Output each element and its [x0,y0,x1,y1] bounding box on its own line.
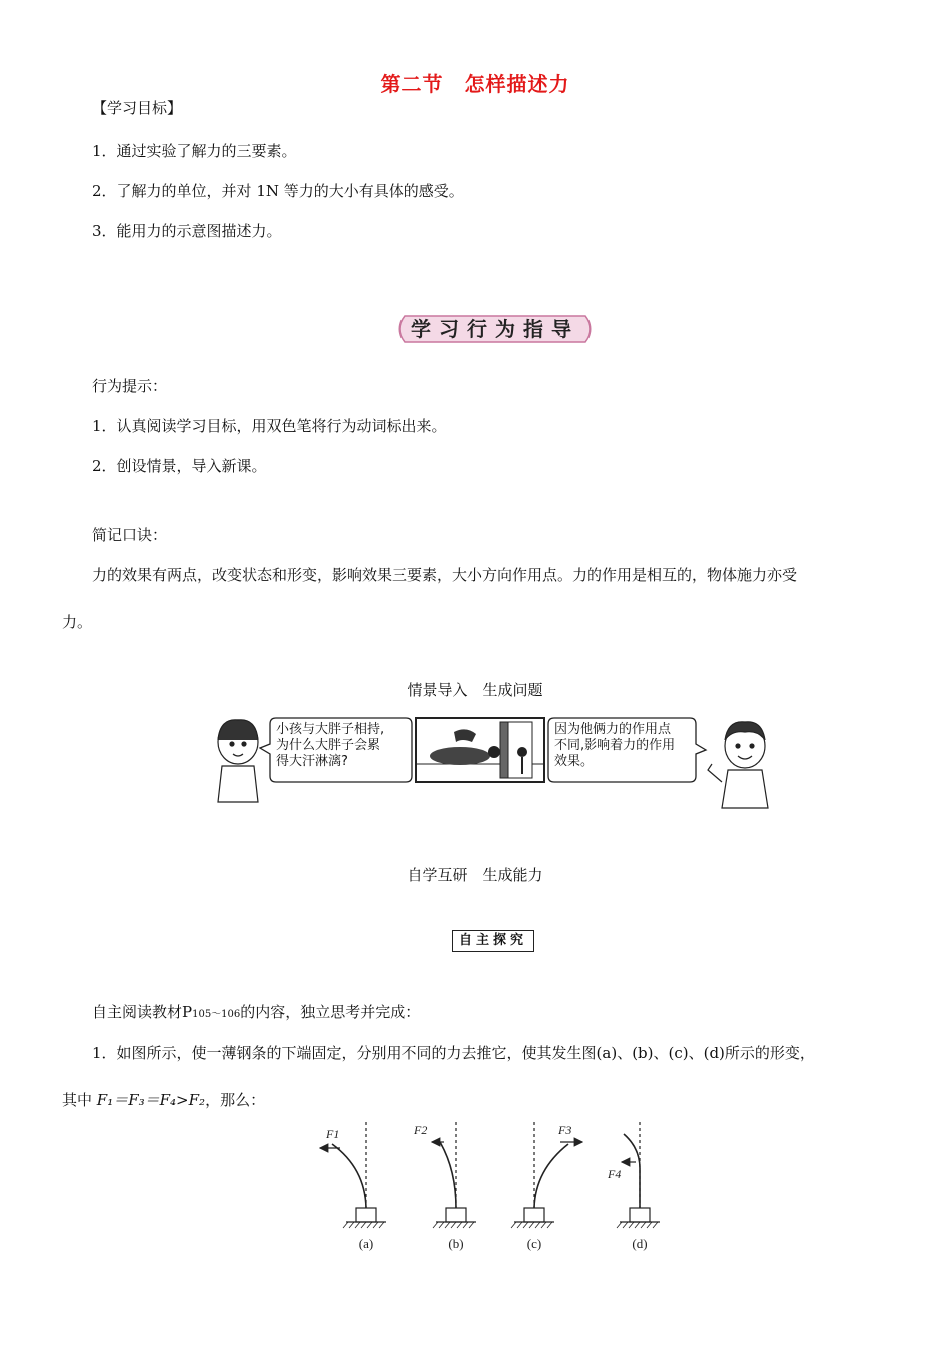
section-banner [395,312,595,346]
scenario-heading: 情景导入 生成问题 [407,681,543,699]
condition-prefix: 其中 [62,1091,93,1109]
caption-c: (c) [526,1236,542,1251]
push-scene-picture [416,718,544,782]
caption-a: (a) [358,1236,374,1251]
question-1-line: 1．如图所示，使一薄钢条的下端固定，分别用不同的力去推它，使其发生图(a)、(b)、(c)、(d)所示的形变， [92,1044,815,1062]
self-study-heading: 自学互研 生成能力 [407,866,543,884]
reading-prefix: 自主阅读教材P [92,1003,193,1021]
caption-b: (b) [448,1236,464,1251]
behavior-heading: 行为提示： [92,377,168,395]
reading-pages: 105～106 [192,1009,241,1020]
behavior-item: 2．创设情景，导入新课。 [92,457,267,475]
mnemonic-heading: 简记口诀： [92,526,168,544]
girl-cartoon-icon [218,720,258,802]
objective-item: 3．能用力的示意图描述力。 [92,222,282,240]
force-label-f1: F1 [326,1127,340,1141]
mnemonic-line: 力的效果有两点，改变状态和形变，影响效果三要素，大小方向作用点。力的作用是相互的，物体施力亦受 [92,566,798,584]
explore-tag [452,930,534,952]
boy-cartoon-icon [708,722,768,808]
reading-instruction [92,1002,420,1025]
force-relation: F₁＝F₃＝F₄>F₂ [96,1091,206,1109]
objectives-heading: 【学习目标】 [92,99,183,117]
force-label-f2: F2 [414,1123,428,1137]
objective-item: 2．了解力的单位，并对 1N 等力的大小有具体的感受。 [92,182,464,200]
page-title: 第二节 怎样描述力 [380,72,570,96]
mnemonic-line: 力。 [62,613,93,631]
force-label-f4: F4 [608,1167,622,1181]
behavior-item: 1．认真阅读学习目标，用双色笔将行为动词标出来。 [92,417,447,435]
figure-d [617,1122,660,1228]
explore-tag-label: 自主探究 [458,933,527,948]
objective-item: 1．通过实验了解力的三要素。 [92,142,297,160]
condition-suffix: ，那么： [205,1091,266,1109]
steel-strip-figure [310,1118,670,1258]
figure-c [511,1122,582,1228]
figure-b [432,1122,476,1228]
right-speech-bubble: 因为他俩力的作用点 不同,影响着力的作用 效果。 [554,722,676,769]
banner-title: 学习行为指导 [411,317,579,341]
force-label-f3: F3 [558,1123,572,1137]
caption-d: (d) [632,1236,648,1251]
left-speech-bubble: 小孩与大胖子相持, 为什么大胖子会累 得大汗淋漓? [276,722,385,769]
scenario-illustration [210,712,780,812]
question-1-condition [62,1090,265,1110]
reading-suffix: 的内容，独立思考并完成： [240,1003,421,1021]
